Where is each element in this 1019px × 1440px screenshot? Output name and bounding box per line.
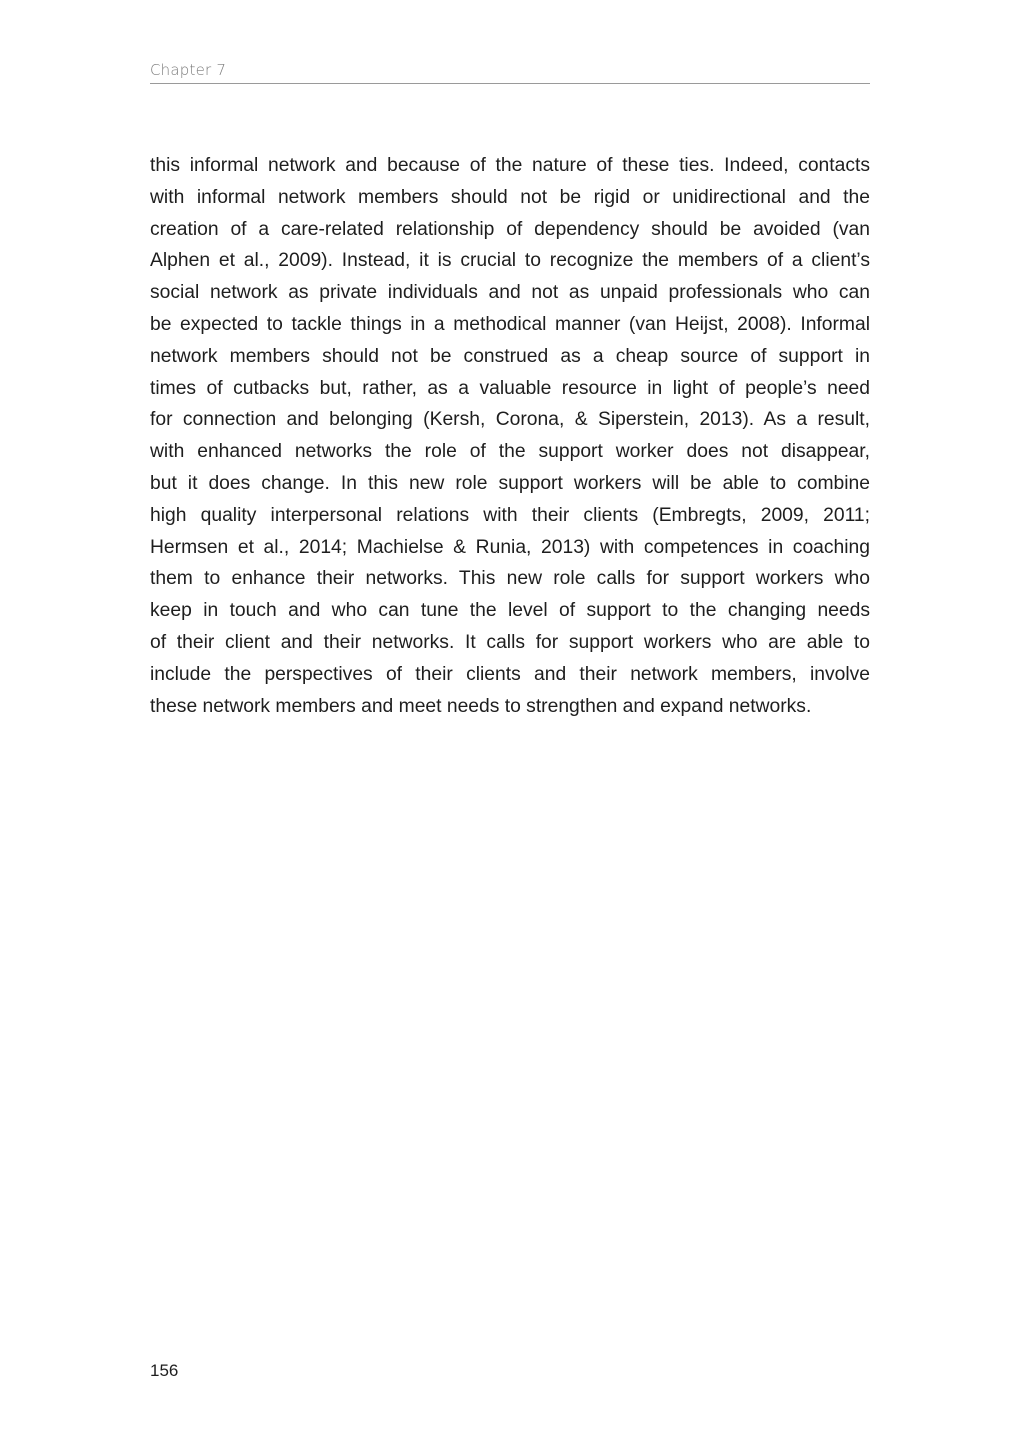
text-line: times of cutbacks but, rather, as a valuable resource in light of people’s need (150, 377, 870, 399)
text-line: these network members and meet needs to strengthen and expand networks. (150, 695, 812, 717)
text-line: with enhanced networks the role of the support worker does not disappear, (150, 441, 870, 463)
text-line: be expected to tackle things in a methodical manner (van Heijst, 2008). Informal (150, 313, 870, 335)
text-line: Alphen et al., 2009). Instead, it is crucial to recognize the members of a client’s (150, 250, 870, 272)
page-number: 156 (150, 1361, 179, 1380)
running-header (150, 60, 870, 84)
text-line: them to enhance their networks. This new role calls for support workers who (150, 568, 870, 590)
text-line: for connection and belonging (Kersh, Corona, & Siperstein, 2013). As a result, (150, 409, 870, 431)
text-line: social network as private individuals and not as unpaid professionals who can (150, 282, 870, 304)
text-line: but it does change. In this new role support workers will be able to combine (150, 472, 870, 494)
text-line: include the perspectives of their clients and their network members, involve (150, 663, 870, 685)
chapter-label: Chapter 7 (150, 61, 227, 79)
text-line: with informal network members should not be rigid or unidirectional and the (150, 186, 870, 208)
text-line: Hermsen et al., 2014; Machielse & Runia, 2013) with competences in coaching (150, 536, 870, 558)
text-line: this informal network and because of the nature of these ties. Indeed, contacts (150, 155, 870, 176)
text-line: keep in touch and who can tune the level of support to the changing needs (150, 600, 870, 622)
text-line: creation of a care-related relationship of dependency should be avoided (van (150, 218, 870, 240)
body-paragraph (150, 150, 870, 722)
text-line: network members should not be construed as a cheap source of support in (150, 345, 870, 367)
text-line: high quality interpersonal relations with their clients (Embregts, 2009, 2011; (150, 504, 870, 526)
text-line: of their client and their networks. It calls for support workers who are able to (150, 631, 870, 653)
